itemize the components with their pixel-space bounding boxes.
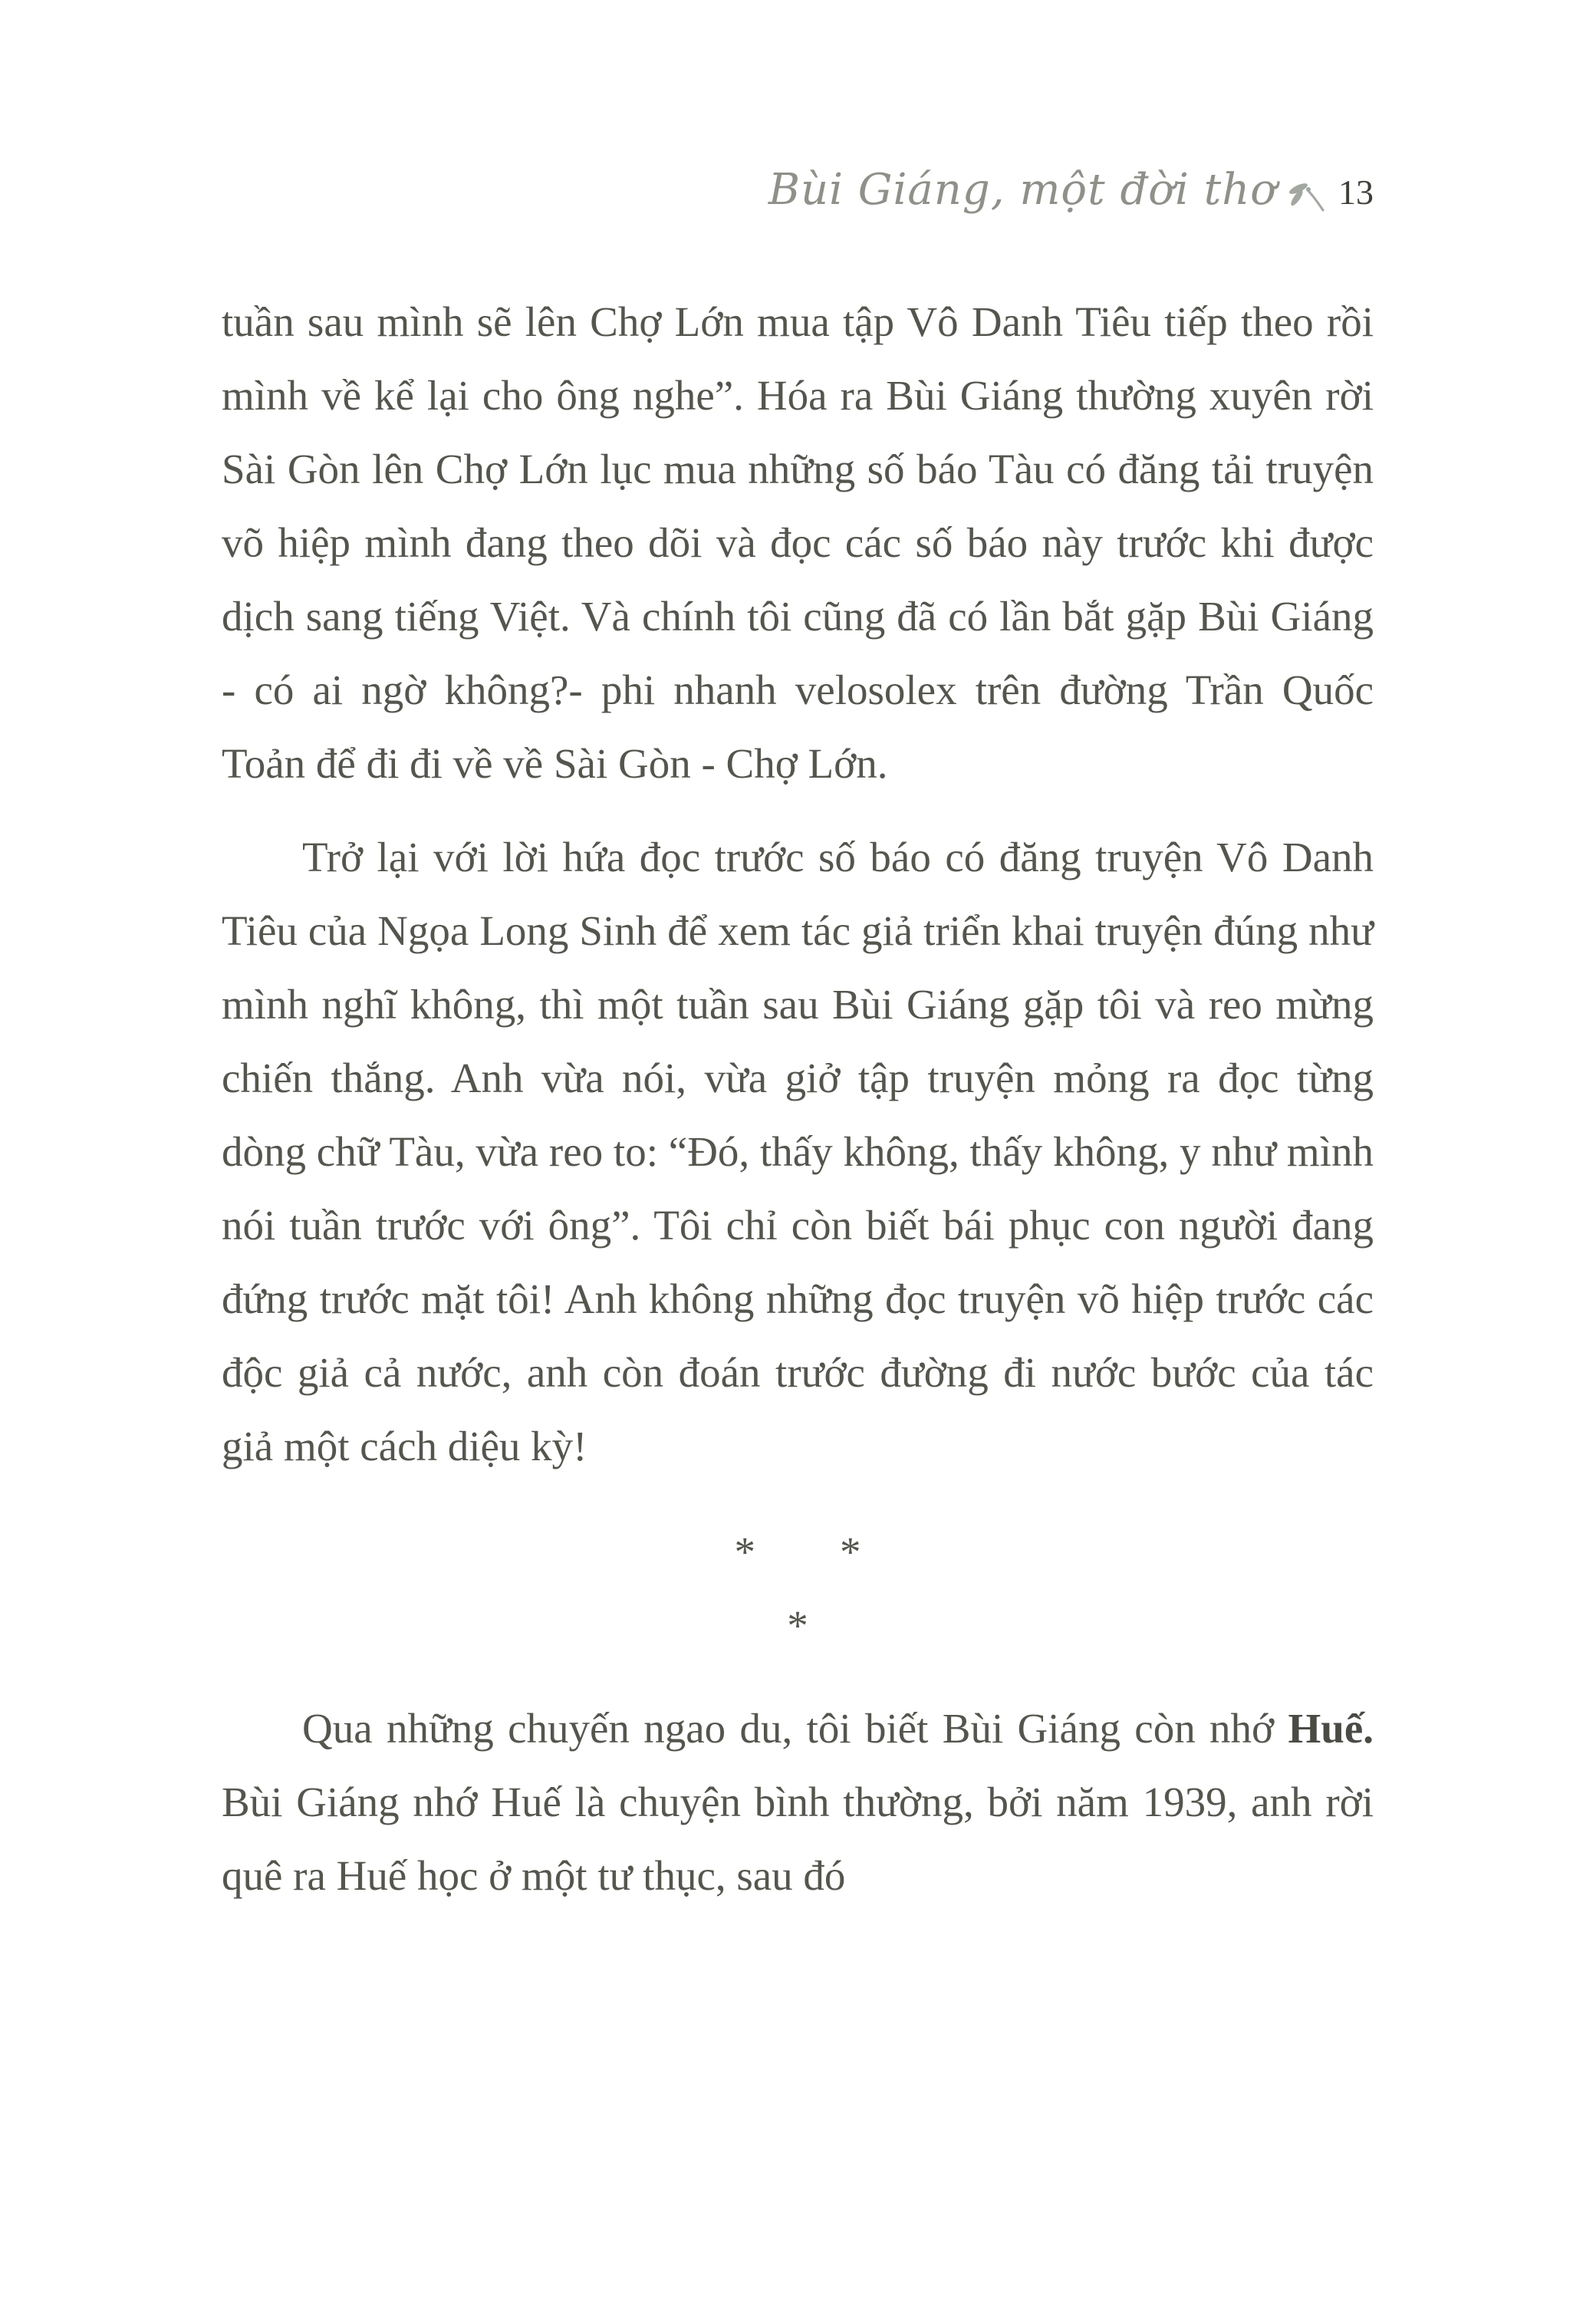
page-body	[222, 285, 1374, 1913]
dragonfly-icon	[1288, 179, 1328, 213]
paragraph-2: Trở lại với lời hứa đọc trước số báo có đăng truyện Vô Danh Tiêu của Ngọa Long Sinh để xem tác giả triển khai truyện đúng như mình nghĩ không, thì một tuần sau Bùi Giáng gặp tôi và reo mừng chiến thắng. Anh vừa nói, vừa giở tập truyện mỏng ra đọc từng dòng chữ Tàu, vừa reo to: “Đó, thấy không, thấy không, y như mình nói tuần trước với ông”. Tôi chỉ còn biết bái phục con người đang đứng trước mặt tôi! Anh không những đọc truyện võ hiệp trước các độc giả cả nước, anh còn đoán trước đường đi nước bước của tác giả một cách diệu kỳ!	[222, 834, 1374, 1469]
paragraph-3	[222, 1692, 1374, 1913]
running-header	[222, 165, 1374, 215]
asterisk-separator	[222, 1515, 1374, 1663]
paragraph-3-text-start: Qua những chuyến ngao du, tôi biết Bùi Giáng còn nhớ	[302, 1705, 1288, 1752]
paragraph-3-text-end: Bùi Giáng nhớ Huế là chuyện bình thường, bởi năm 1939, anh rời quê ra Huế học ở một tư thục, sau đó	[222, 1779, 1374, 1899]
page-number: 13	[1338, 173, 1374, 212]
separator-bottom-line: *	[787, 1602, 808, 1649]
running-title: Bùi Giáng, một đời thơ	[768, 165, 1277, 215]
paragraph-3-bold-hue: Huế.	[1288, 1705, 1374, 1752]
paragraph-1: tuần sau mình sẽ lên Chợ Lớn mua tập Vô Danh Tiêu tiếp theo rồi mình về kể lại cho ông nghe”. Hóa ra Bùi Giáng thường xuyên rời Sài Gòn lên Chợ Lớn lục mua những số báo Tàu có đăng tải truyện võ hiệp mình đang theo dõi và đọc các số báo này trước khi được dịch sang tiếng Việt. Và chính tôi cũng đã có lần bắt gặp Bùi Giáng - có ai ngờ không?- phi nhanh velosolex trên đường Trần Quốc Toản để đi đi về về Sài Gòn - Chợ Lớn.	[222, 298, 1374, 787]
separator-top-line: * *	[734, 1529, 861, 1575]
